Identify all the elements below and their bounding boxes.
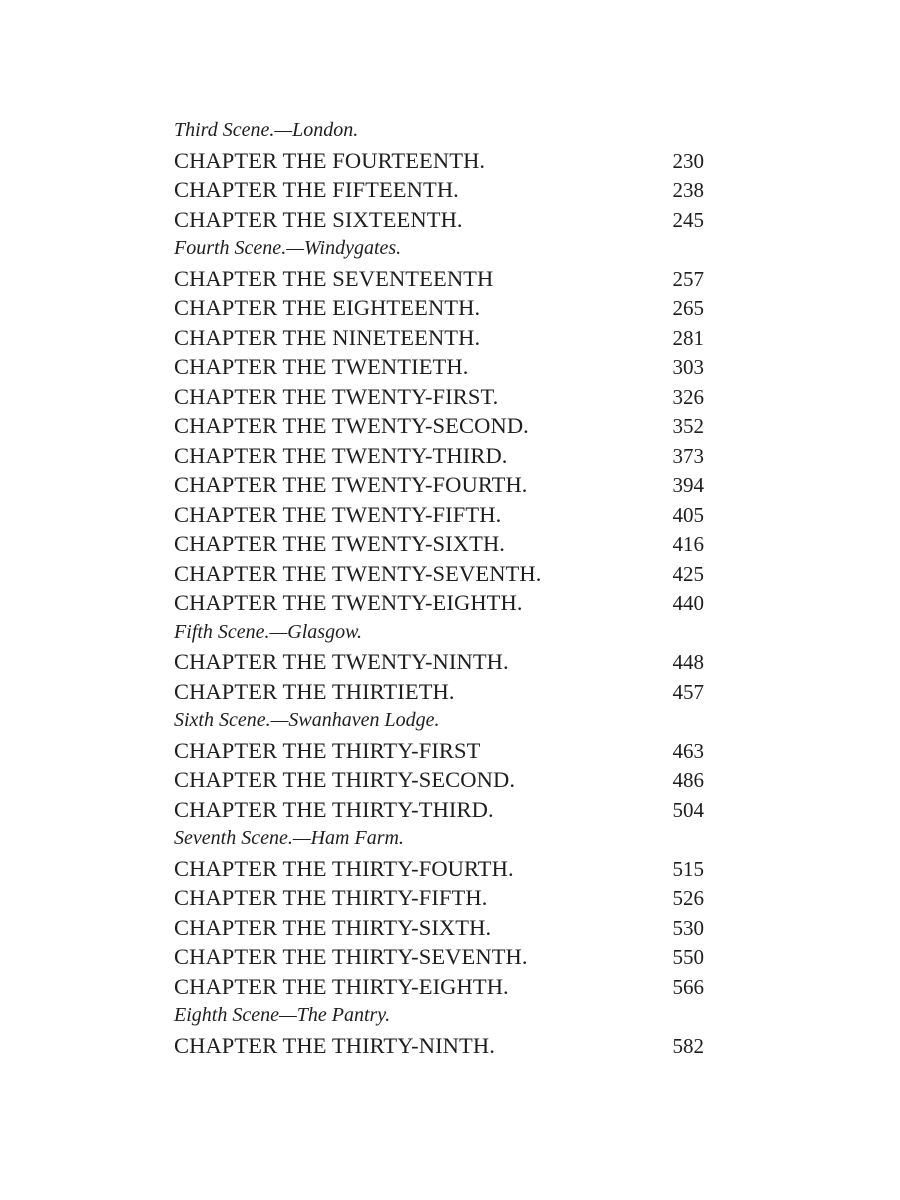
chapter-title: CHAPTER THE THIRTY-THIRD.	[174, 796, 494, 822]
page-number: 515	[672, 856, 704, 881]
chapter-title: CHAPTER THE TWENTY-NINTH.	[174, 649, 509, 674]
page-number: 550	[672, 945, 704, 969]
chapter-title: CHAPTER THE FIFTEENTH.	[174, 177, 459, 202]
chapter-entry[interactable]	[174, 500, 704, 530]
chapter-title: CHAPTER THE THIRTY-SIXTH.	[174, 914, 492, 940]
chapter-title: CHAPTER THE FOURTEENTH.	[174, 147, 486, 173]
chapter-entry[interactable]	[174, 972, 704, 1002]
chapter-entry[interactable]	[174, 854, 704, 884]
chapter-entry[interactable]	[174, 293, 704, 323]
chapter-title: CHAPTER THE TWENTIETH.	[174, 354, 469, 379]
chapter-entry[interactable]	[174, 323, 704, 353]
page-number: 257	[672, 266, 704, 291]
chapter-entry[interactable]	[174, 795, 704, 825]
page-number: 526	[672, 886, 704, 910]
chapter-entry[interactable]	[174, 146, 704, 176]
chapter-entry[interactable]	[174, 736, 704, 766]
chapter-entry[interactable]	[174, 765, 704, 795]
scene-heading	[174, 618, 704, 648]
chapter-title: CHAPTER THE NINETEENTH.	[174, 324, 481, 350]
chapter-title: CHAPTER THE THIRTY-FOURTH.	[174, 855, 514, 881]
table-of-contents	[174, 116, 704, 1060]
chapter-title: CHAPTER THE TWENTY-SECOND.	[174, 413, 529, 438]
chapter-entry[interactable]	[174, 942, 704, 972]
chapter-entry[interactable]	[174, 470, 704, 500]
page-number: 281	[672, 325, 704, 350]
page-number: 448	[672, 650, 704, 674]
page-number: 405	[672, 502, 704, 527]
page-number: 425	[672, 561, 704, 586]
chapter-entry[interactable]	[174, 175, 704, 205]
page-number: 486	[672, 768, 704, 792]
page-number: 326	[672, 384, 704, 409]
chapter-title: CHAPTER THE TWENTY-EIGHTH.	[174, 590, 523, 615]
chapter-entry[interactable]	[174, 352, 704, 382]
page-number: 245	[672, 207, 704, 232]
scene-heading	[174, 706, 704, 736]
scene-heading-text: Fourth Scene.—Windygates.	[174, 237, 402, 259]
page-number: 265	[672, 296, 704, 320]
page-number: 416	[672, 532, 704, 556]
chapter-title: CHAPTER THE SIXTEENTH.	[174, 206, 463, 232]
chapter-title: CHAPTER THE THIRTY-SEVENTH.	[174, 944, 528, 969]
page-number: 440	[672, 591, 704, 615]
scene-heading-text: Sixth Scene.—Swanhaven Lodge.	[174, 709, 440, 731]
chapter-entry[interactable]	[174, 883, 704, 913]
chapter-entry[interactable]	[174, 205, 704, 235]
chapter-entry[interactable]	[174, 529, 704, 559]
chapter-entry[interactable]	[174, 677, 704, 707]
chapter-title: CHAPTER THE THIRTY-FIFTH.	[174, 885, 488, 910]
chapter-title: CHAPTER THE SEVENTEENTH	[174, 265, 494, 291]
chapter-entry[interactable]	[174, 588, 704, 618]
page-number: 230	[672, 148, 704, 173]
chapter-title: CHAPTER THE THIRTIETH.	[174, 678, 455, 704]
chapter-entry[interactable]	[174, 411, 704, 441]
chapter-title: CHAPTER THE TWENTY-THIRD.	[174, 442, 508, 468]
chapter-entry[interactable]	[174, 441, 704, 471]
page-number: 504	[672, 797, 704, 822]
scene-heading-text: Third Scene.—London.	[174, 119, 359, 141]
chapter-entry[interactable]	[174, 264, 704, 294]
chapter-title: CHAPTER THE TWENTY-FOURTH.	[174, 472, 528, 497]
scene-heading	[174, 116, 704, 146]
page-number: 566	[672, 974, 704, 999]
chapter-title: CHAPTER THE THIRTY-FIRST	[174, 737, 481, 763]
chapter-title: CHAPTER THE TWENTY-FIFTH.	[174, 501, 502, 527]
page-number: 352	[672, 414, 704, 438]
scene-heading	[174, 1001, 704, 1031]
scene-heading-text: Eighth Scene—The Pantry.	[174, 1004, 391, 1026]
page-number: 238	[672, 178, 704, 202]
scene-heading-text: Seventh Scene.—Ham Farm.	[174, 827, 404, 849]
chapter-title: CHAPTER THE EIGHTEENTH.	[174, 295, 481, 320]
page-number: 463	[672, 738, 704, 763]
chapter-entry[interactable]	[174, 1031, 704, 1061]
chapter-title: CHAPTER THE TWENTY-FIRST.	[174, 383, 499, 409]
scene-heading	[174, 234, 704, 264]
chapter-title: CHAPTER THE THIRTY-NINTH.	[174, 1032, 495, 1058]
chapter-entry[interactable]	[174, 913, 704, 943]
chapter-title: CHAPTER THE TWENTY-SEVENTH.	[174, 560, 542, 586]
page-number: 373	[672, 443, 704, 468]
scene-heading	[174, 824, 704, 854]
chapter-entry[interactable]	[174, 559, 704, 589]
chapter-title: CHAPTER THE TWENTY-SIXTH.	[174, 531, 506, 556]
page-number: 530	[672, 915, 704, 940]
chapter-title: CHAPTER THE THIRTY-SECOND.	[174, 767, 516, 792]
page-number: 303	[672, 355, 704, 379]
page-number: 582	[672, 1033, 704, 1058]
page-number: 457	[672, 679, 704, 704]
chapter-entry[interactable]	[174, 647, 704, 677]
chapter-entry[interactable]	[174, 382, 704, 412]
page-number: 394	[672, 473, 704, 497]
scene-heading-text: Fifth Scene.—Glasgow.	[174, 620, 362, 643]
chapter-title: CHAPTER THE THIRTY-EIGHTH.	[174, 973, 509, 999]
